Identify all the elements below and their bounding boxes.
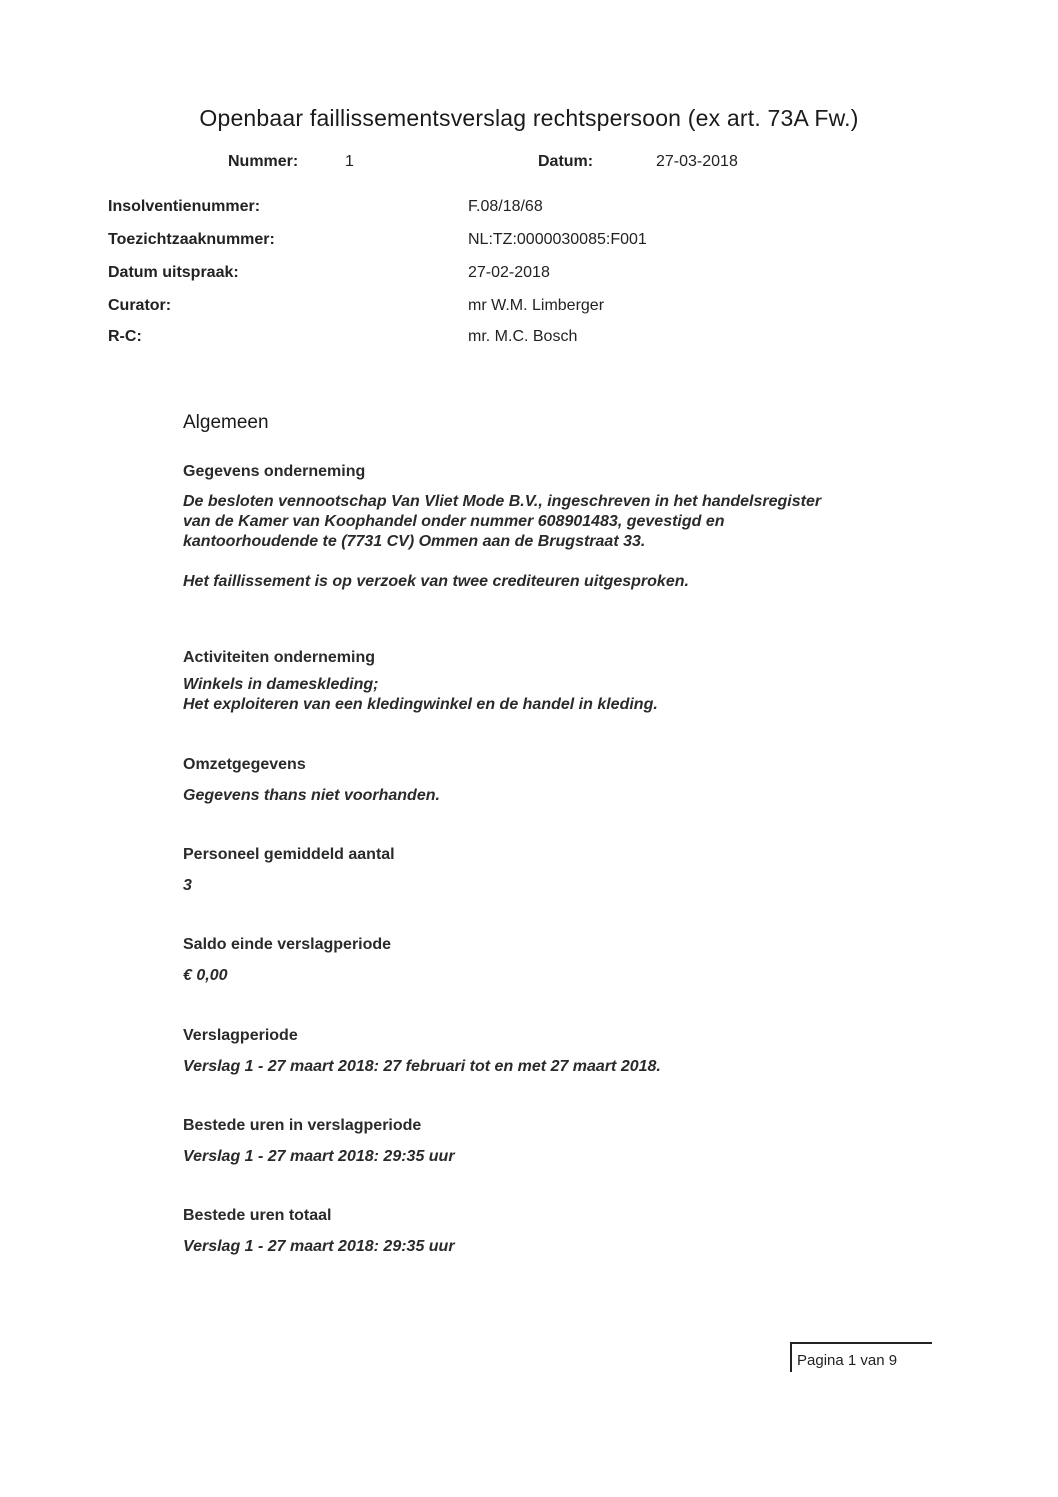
section-line: Gegevens thans niet voorhanden. [183,787,440,804]
section-line: Het faillissement is op verzoek van twee crediteuren uitgesproken. [183,573,689,590]
meta-label: Curator: [108,297,172,314]
meta-value: mr W.M. Limberger [468,297,605,314]
section-heading: Bestede uren in verslagperiode [183,1117,422,1134]
section-line: Het exploiteren van een kledingwinkel en de handel in kleding. [183,696,658,713]
section-heading: Omzetgegevens [183,756,306,773]
meta-value: F.08/18/68 [468,198,543,215]
section-heading: Bestede uren totaal [183,1207,332,1224]
meta-label: Insolventienummer: [108,198,261,215]
meta-value: 27-02-2018 [468,264,550,281]
section-line: De besloten vennootschap Van Vliet Mode B.V., ingeschreven in het handelsregister [183,493,822,510]
meta-value: mr. M.C. Bosch [468,328,578,345]
section-verslagperiode [183,1027,943,1077]
document-title: Openbaar faillissementsverslag rechtspersoon (ex art. 73A Fw.) [199,105,859,131]
section-activiteiten-onderneming [183,649,943,715]
section-line [183,552,943,572]
section-heading: Gegevens onderneming [183,463,366,480]
section-heading: Verslagperiode [183,1027,298,1044]
page-number-box [790,1342,932,1372]
section-line: van de Kamer van Koophandel onder nummer 608901483, gevestigd en [183,513,725,530]
datum-value: 27-03-2018 [656,153,738,170]
datum-label: Datum: [538,153,594,170]
section-heading: Personeel gemiddeld aantal [183,846,395,863]
section-bestede-uren-periode [183,1117,943,1167]
meta-label: Datum uitspraak: [108,264,239,281]
meta-label: R-C: [108,328,142,345]
meta-label: Toezichtzaaknummer: [108,231,275,248]
section-personeel [183,846,943,896]
section-gegevens-onderneming [183,463,943,592]
section-heading: Activiteiten onderneming [183,649,376,666]
section-title: Algemeen [183,412,269,433]
section-omzetgegevens [183,756,943,806]
section-heading: Saldo einde verslagperiode [183,936,392,953]
section-line: € 0,00 [183,967,228,984]
page-number: Pagina 1 van 9 [797,1352,898,1369]
section-line: Verslag 1 - 27 maart 2018: 29:35 uur [183,1148,455,1165]
section-line: Verslag 1 - 27 maart 2018: 27 februari tot en met 27 maart 2018. [183,1058,661,1075]
nummer-label: Nummer: [228,153,299,170]
meta-value: NL:TZ:0000030085:F001 [468,231,647,248]
section-line: Winkels in dameskleding; [183,676,379,693]
section-bestede-uren-totaal [183,1207,943,1257]
section-line: 3 [183,877,192,894]
nummer-value: 1 [345,153,354,170]
section-line: Verslag 1 - 27 maart 2018: 29:35 uur [183,1238,455,1255]
section-saldo [183,936,943,986]
section-line: kantoorhoudende te (7731 CV) Ommen aan de Brugstraat 33. [183,533,646,550]
